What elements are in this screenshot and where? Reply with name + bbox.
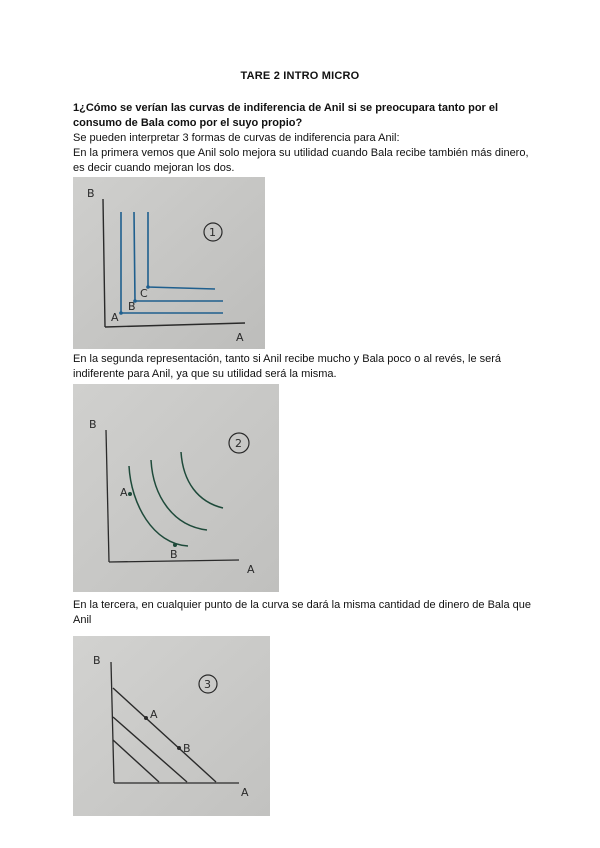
- figure-2-photo: [73, 384, 279, 592]
- fig1-point-a: A: [111, 311, 119, 324]
- question-heading: 1¿Cómo se verían las curvas de indiferencia de Anil si se preocupara tanto por el consumo de Bala como por el suyo propio?: [73, 102, 499, 129]
- paragraph-second-case: En la segunda representación, tanto si Anil recibe mucho y Bala poco o al revés, le será indiferente para Anil, ya que su utilidad será la misma.: [73, 353, 502, 380]
- paragraph-third-case: En la tercera, en cualquier punto de la curva se dará la misma cantidad de dinero de Bala que Anil: [73, 599, 532, 626]
- figure-1-photo: [73, 177, 265, 349]
- fig2-point-b: B: [170, 548, 178, 561]
- fig3-point-a: A: [150, 708, 158, 721]
- fig1-y-label: B: [87, 187, 95, 200]
- fig3-point-b: B: [183, 742, 191, 755]
- figure-3-photo: [73, 636, 270, 816]
- paragraph-first-case: En la primera vemos que Anil solo mejora su utilidad cuando Bala recibe también más dinero, es decir cuando mejoran los dos.: [73, 147, 529, 174]
- fig1-number: 1: [209, 226, 216, 239]
- intro-paragraph: Se pueden interpretar 3 formas de curvas de indiferencia para Anil:: [73, 132, 400, 144]
- fig2-y-label: B: [89, 418, 97, 431]
- fig3-y-label: B: [93, 654, 101, 667]
- fig1-x-label: A: [236, 331, 244, 344]
- fig2-x-label: A: [247, 563, 255, 576]
- document-title: TARE 2 INTRO MICRO: [240, 70, 360, 82]
- fig2-number: 2: [235, 437, 242, 450]
- fig2-point-a: A: [120, 486, 128, 499]
- fig1-point-b: B: [128, 300, 136, 313]
- fig3-x-label: A: [241, 786, 249, 799]
- fig1-point-c: C: [140, 287, 148, 300]
- fig3-number: 3: [204, 678, 211, 691]
